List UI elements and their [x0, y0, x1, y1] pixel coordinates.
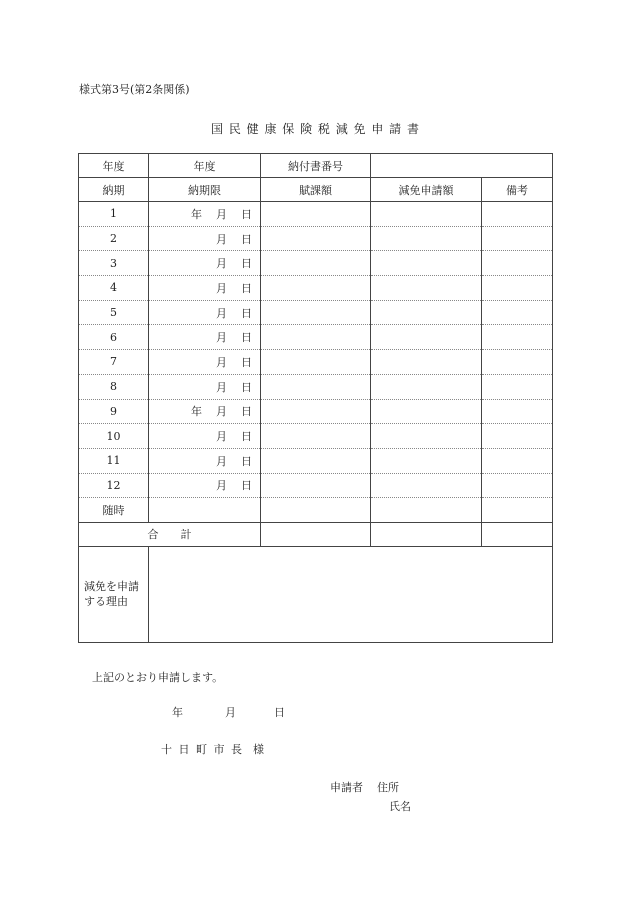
due-day-unit: 日: [241, 306, 252, 320]
installment-number: 随時: [79, 498, 149, 523]
installment-number: 2: [79, 226, 149, 251]
due-month-unit: 月: [216, 355, 227, 369]
installment-number: 9: [79, 399, 149, 424]
tax-reduction-table: [78, 153, 553, 643]
declaration-text: 上記のとおり申請します。: [92, 671, 224, 684]
installment-number: 7: [79, 350, 149, 375]
total-remarks-input[interactable]: [482, 522, 553, 546]
assessed-amount-input[interactable]: [261, 350, 371, 375]
date-year-label: 年: [172, 706, 183, 719]
due-month-unit: 月: [216, 430, 227, 444]
installment-header: 納期: [79, 178, 149, 202]
due-day-unit: 日: [241, 257, 252, 271]
assessed-amount-input[interactable]: [261, 424, 371, 449]
due-month-unit: 月: [216, 306, 227, 320]
due-month-unit: 月: [216, 479, 227, 493]
reduction-amount-input[interactable]: [371, 251, 482, 276]
reduction-amount-input[interactable]: [371, 374, 482, 399]
due-date-input[interactable]: [149, 350, 261, 375]
installment-row: [79, 424, 553, 449]
name-label: 氏名: [389, 800, 411, 813]
reduction-amount-input[interactable]: [371, 202, 482, 227]
address-label: 住所: [377, 781, 399, 794]
assessed-amount-input[interactable]: [261, 202, 371, 227]
remarks-input[interactable]: [482, 325, 553, 350]
reduction-amount-input[interactable]: [371, 498, 482, 523]
installment-row: [79, 498, 553, 523]
fiscal-year-row: [79, 154, 553, 178]
due-day-unit: 日: [241, 454, 252, 468]
due-date-input[interactable]: [149, 399, 261, 424]
installment-number: 4: [79, 276, 149, 301]
installment-number: 1: [79, 202, 149, 227]
remarks-input[interactable]: [482, 350, 553, 375]
payment-slip-number-label: 納付書番号: [261, 154, 371, 178]
date-day-label: 日: [274, 706, 285, 719]
due-day-unit: 日: [241, 207, 252, 221]
reason-label-line1: 減免を申請: [84, 580, 139, 594]
remarks-header: 備考: [482, 178, 553, 202]
due-date-input[interactable]: [149, 448, 261, 473]
due-month-unit: 月: [216, 207, 227, 221]
reduction-amount-input[interactable]: [371, 276, 482, 301]
due-date-input[interactable]: [149, 300, 261, 325]
reduction-amount-input[interactable]: [371, 350, 482, 375]
payment-slip-number-input[interactable]: [371, 154, 553, 178]
assessed-amount-input[interactable]: [261, 498, 371, 523]
due-day-unit: 日: [241, 281, 252, 295]
due-date-input[interactable]: [149, 498, 261, 523]
due-month-unit: 月: [216, 405, 227, 419]
due-date-input[interactable]: [149, 202, 261, 227]
due-date-input[interactable]: [149, 276, 261, 301]
assessed-amount-header: 賦課額: [261, 178, 371, 202]
due-day-unit: 日: [241, 479, 252, 493]
fiscal-year-input[interactable]: [149, 154, 261, 178]
due-year-unit: 年: [191, 405, 202, 419]
installment-number: 6: [79, 325, 149, 350]
due-day-unit: 日: [241, 232, 252, 246]
reduction-amount-input[interactable]: [371, 448, 482, 473]
assessed-amount-input[interactable]: [261, 325, 371, 350]
due-day-unit: 日: [241, 430, 252, 444]
due-month-unit: 月: [216, 380, 227, 394]
date-month-label: 月: [225, 706, 236, 719]
assessed-amount-input[interactable]: [261, 251, 371, 276]
due-date-header: 納期限: [149, 178, 261, 202]
addressee: 十 日 町 市 長 様: [161, 743, 264, 756]
installment-number: 5: [79, 300, 149, 325]
remarks-input[interactable]: [482, 202, 553, 227]
installment-number: 11: [79, 448, 149, 473]
assessed-amount-input[interactable]: [261, 374, 371, 399]
applicant-block: [330, 779, 411, 813]
remarks-input[interactable]: [482, 473, 553, 498]
application-date[interactable]: [172, 704, 285, 720]
due-day-unit: 日: [241, 380, 252, 394]
due-day-unit: 日: [241, 355, 252, 369]
installment-rows: [79, 202, 553, 523]
assessed-amount-input[interactable]: [261, 473, 371, 498]
reduction-amount-input[interactable]: [371, 399, 482, 424]
reason-row: [79, 546, 553, 642]
assessed-amount-input[interactable]: [261, 300, 371, 325]
remarks-input[interactable]: [482, 448, 553, 473]
installment-row: [79, 226, 553, 251]
due-date-input[interactable]: [149, 325, 261, 350]
reason-label-line2: する理由: [84, 595, 128, 609]
installment-number: 12: [79, 473, 149, 498]
remarks-input[interactable]: [482, 276, 553, 301]
installment-row: [79, 276, 553, 301]
assessed-amount-input[interactable]: [261, 399, 371, 424]
form-number: 様式第3号(第2条関係): [79, 83, 190, 96]
installment-number: 10: [79, 424, 149, 449]
installment-number: 3: [79, 251, 149, 276]
reduction-amount-header: 減免申請額: [371, 178, 482, 202]
installment-number: 8: [79, 374, 149, 399]
reduction-amount-input[interactable]: [371, 473, 482, 498]
installment-row: [79, 473, 553, 498]
due-date-input[interactable]: [149, 226, 261, 251]
reduction-amount-input[interactable]: [371, 300, 482, 325]
remarks-input[interactable]: [482, 399, 553, 424]
column-header-row: [79, 178, 553, 202]
remarks-input[interactable]: [482, 251, 553, 276]
due-day-unit: 日: [241, 331, 252, 345]
assessed-amount-input[interactable]: [261, 276, 371, 301]
document-title: 国 民 健 康 保 険 税 減 免 申 請 書: [211, 122, 419, 136]
remarks-input[interactable]: [482, 498, 553, 523]
remarks-input[interactable]: [482, 374, 553, 399]
due-month-unit: 月: [216, 257, 227, 271]
remarks-input[interactable]: [482, 300, 553, 325]
assessed-amount-input[interactable]: [261, 226, 371, 251]
remarks-input[interactable]: [482, 424, 553, 449]
due-month-unit: 月: [216, 281, 227, 295]
due-year-unit: 年: [191, 207, 202, 221]
reason-input[interactable]: [149, 546, 553, 642]
total-label: 合 計: [79, 522, 261, 546]
reason-label: [79, 546, 149, 642]
reduction-amount-input[interactable]: [371, 424, 482, 449]
installment-row: [79, 374, 553, 399]
installment-row: [79, 399, 553, 424]
assessed-amount-input[interactable]: [261, 448, 371, 473]
due-month-unit: 月: [216, 331, 227, 345]
total-reduction-input[interactable]: [371, 522, 482, 546]
installment-row: [79, 350, 553, 375]
due-date-input[interactable]: [149, 251, 261, 276]
installment-row: [79, 251, 553, 276]
total-assessed-input[interactable]: [261, 522, 371, 546]
due-day-unit: 日: [241, 405, 252, 419]
installment-row: [79, 202, 553, 227]
reduction-amount-input[interactable]: [371, 226, 482, 251]
remarks-input[interactable]: [482, 226, 553, 251]
due-date-input[interactable]: [149, 424, 261, 449]
due-month-unit: 月: [216, 232, 227, 246]
total-row: [79, 522, 553, 546]
fiscal-year-label: 年度: [79, 154, 149, 178]
installment-row: [79, 300, 553, 325]
fiscal-year-unit: 年度: [193, 159, 216, 173]
installment-row: [79, 448, 553, 473]
applicant-label: 申請者: [330, 781, 363, 794]
due-date-input[interactable]: [149, 473, 261, 498]
due-month-unit: 月: [216, 454, 227, 468]
due-date-input[interactable]: [149, 374, 261, 399]
installment-row: [79, 325, 553, 350]
reduction-amount-input[interactable]: [371, 325, 482, 350]
